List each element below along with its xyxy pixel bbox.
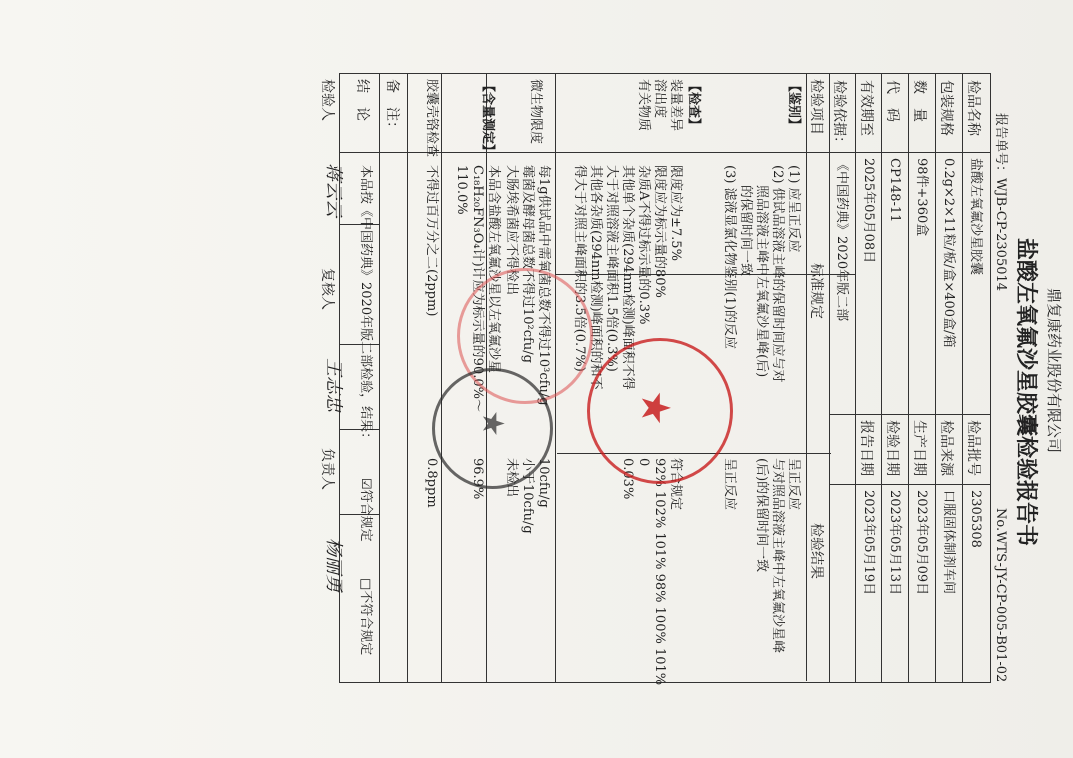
basis: 《中国药典》2020年版二部 <box>834 158 849 322</box>
red-seal-star: ★ <box>632 390 678 426</box>
label-remarks: 备 注： <box>384 79 400 135</box>
conclusion: 本品按《中国药典》2020年版二部检验，结果： <box>358 165 373 446</box>
std-capsule: 不得过百万分之二(2ppm) <box>424 165 439 317</box>
res-microbial-3: 未检出 <box>504 458 519 498</box>
std-related-5: 得大于对照主峰面积的3.5倍(0.7%) <box>572 165 587 372</box>
product-name: 盐酸左氧氟沙星胶囊 <box>968 158 983 276</box>
label-code: 代 码 <box>884 80 900 122</box>
report-no: 报告单号：WJB-CP-2305014 <box>993 113 1008 292</box>
std-2: (2) 供试品溶液主峰的保留时间应与对 <box>770 165 785 383</box>
package: 0.2g×2×11粒/板/盒×400盒/箱 <box>941 158 956 348</box>
section-inspection: 【检查】 <box>686 79 701 132</box>
std-1: (1) 应呈正反应 <box>786 165 801 253</box>
quantity: 98件+360盒 <box>914 158 929 237</box>
res-related-2: 0.03% <box>620 458 635 500</box>
std-related-2: 其他单个杂质(294nm检测)峰面积不得 <box>620 165 635 390</box>
std-microbial-2: 霉菌及酵母菌总数不得过10²cfu/g <box>520 165 535 363</box>
label-batch-no: 检品批号 <box>965 420 981 476</box>
res-related-1: 0 <box>636 458 651 467</box>
std-related-4: 其他各杂质(294nm检测)峰面积的和不 <box>588 165 603 390</box>
batch-no: 2305308 <box>968 490 983 548</box>
form-no: No.WTS-JY-CP-005-B01-02 <box>993 508 1008 683</box>
res-loading: 符合规定 <box>668 458 683 511</box>
std-loading: 限度应为±7.5% <box>668 165 683 261</box>
label-product-name: 检品名称 <box>965 80 981 136</box>
header-item: 检验项目 <box>808 79 824 135</box>
item-dissolution: 溶出度 <box>652 79 667 119</box>
std-assay-3: 110.0% <box>454 165 469 215</box>
inspector-signature: 蒋云云 <box>323 163 344 217</box>
label-inspection-date: 检验日期 <box>884 420 900 476</box>
label-source: 检品来源 <box>938 420 954 476</box>
label-package: 包装规格 <box>938 80 954 136</box>
label-report-date: 报告日期 <box>858 420 874 476</box>
res-1: 呈正反应 <box>786 458 801 511</box>
std-3: (3) 滤液显氯化物鉴别(1)的反应 <box>722 165 737 349</box>
std-assay-2: C₁₈H₂₀FN₃O₄计)计应为标示量的90.0%～ <box>470 165 485 412</box>
label-conclusion: 结 论 <box>354 79 370 121</box>
label-reviewer: 复核人 <box>319 268 335 310</box>
label-expiry: 有效期至 <box>858 80 874 136</box>
item-capsule: 胶囊壳铬检查 <box>424 79 439 158</box>
black-seal-star: ★ <box>475 410 510 437</box>
expiry: 2025年05月08日 <box>861 158 876 264</box>
section-assay: 【含量测定】 <box>480 79 495 158</box>
res-assay: 96.9% <box>470 458 485 500</box>
production-date: 2023年05月09日 <box>914 490 929 596</box>
conclusion-pass: ☑符合规定 <box>358 478 373 542</box>
res-3: 呈正反应 <box>722 458 737 511</box>
rotated-report <box>63 38 1063 738</box>
res-2b: (后)的保留时间一致 <box>754 458 769 573</box>
label-basis: 检验依据： <box>831 80 847 150</box>
header-result: 检验结果 <box>808 523 824 579</box>
label-inspector: 检验人 <box>319 79 335 121</box>
report-date: 2023年05月19日 <box>861 490 876 596</box>
item-microbial: 微生物限度 <box>528 79 543 145</box>
label-quantity: 数 量 <box>911 80 927 122</box>
conclusion-fail: □不符合规定 <box>358 578 373 656</box>
std-related-3: 大于对照溶液主峰面积1.5倍(0.3%) <box>604 165 619 372</box>
std-assay-1: 本品含盐酸左氧氟沙星以左氧氟沙星 <box>486 165 501 374</box>
std-microbial-1: 每1g供试品中需氧菌总数不得过10³cfu/g <box>536 165 551 406</box>
std-2c: 的保留时间一致 <box>738 185 753 277</box>
std-2b: 照品溶液主峰中左氧氟沙星峰(后) <box>754 185 769 378</box>
source: 口服固体制剂车间 <box>941 490 956 595</box>
res-dissolution: 92% 102% 101% 98% 100% 101% <box>652 458 667 686</box>
item-loading: 装量差异 <box>668 79 683 132</box>
reviewer-signature: 王志忠 <box>323 358 344 412</box>
res-2: 与对照品溶液主峰中左氧氟沙星峰 <box>770 458 785 654</box>
responsible-signature: 杨丽勇 <box>323 538 344 592</box>
label-responsible: 负责人 <box>319 448 335 490</box>
header-standard: 标准规定 <box>808 263 824 319</box>
inspection-date: 2023年05月13日 <box>887 490 902 596</box>
std-microbial-3: 大肠埃希菌应不得检出 <box>504 165 519 296</box>
res-microbial-1: 10cfu/g <box>536 458 551 508</box>
company-name: 鼎复康药业股份有限公司 <box>1045 288 1063 454</box>
section-identification: 【鉴别】 <box>786 79 801 132</box>
label-production-date: 生产日期 <box>911 420 927 476</box>
code: CP148-11 <box>887 158 902 223</box>
std-related-1: 杂质A不得过标示量的0.3% <box>636 165 651 325</box>
report-title: 盐酸左氧氟沙星胶囊检验报告书 <box>1013 238 1039 547</box>
res-microbial-2: 小于10cfu/g <box>520 458 535 534</box>
std-dissolution: 限度应为标示量的80% <box>652 165 667 298</box>
item-related: 有关物质 <box>636 79 651 132</box>
res-capsule: 0.8ppm <box>424 458 439 508</box>
